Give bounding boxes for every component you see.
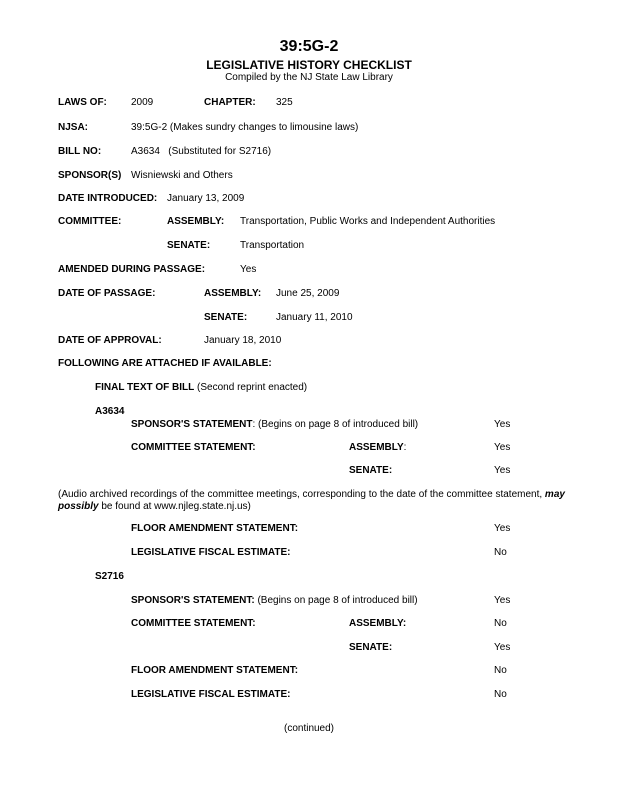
audio-note-post: be found at www.njleg.state.nj.us) (101, 501, 251, 512)
s2716-fiscal-value: No (494, 689, 507, 700)
committee-assembly-value: Transportation, Public Works and Independent Authorities (240, 216, 496, 227)
a3634-assembly-colon: : (403, 442, 407, 453)
sponsors-label: SPONSOR(S) (58, 170, 122, 181)
njsa-value: 39:5G-2 (Makes sundry changes to limousine laws) (131, 122, 359, 133)
passage-senate-value: January 11, 2010 (276, 312, 353, 323)
final-text-label: FINAL TEXT OF BILL (95, 382, 195, 393)
a3634-sponsor-statement (131, 419, 418, 431)
laws-of-value: 2009 (131, 97, 154, 108)
s2716-sponsor-statement (131, 595, 418, 607)
a3634-sponsor-statement-label: SPONSOR'S STATEMENT (131, 419, 253, 430)
compiled-by: Compiled by the NJ State Law Library (225, 72, 393, 83)
a3634-fiscal-value: No (494, 547, 507, 558)
date-of-passage-label: DATE OF PASSAGE: (58, 288, 156, 299)
s2716-sponsor-statement-label: SPONSOR'S STATEMENT: (131, 595, 255, 606)
audio-note-pre: (Audio archived recordings of the committee meetings, corresponding to the date of the committee statement, (58, 489, 543, 500)
committee-assembly-label: ASSEMBLY: (167, 216, 225, 227)
bill-no-value: A3634 (Substituted for S2716) (131, 146, 272, 157)
committee-senate-value: Transportation (240, 240, 305, 251)
date-introduced-label: DATE INTRODUCED: (58, 193, 158, 204)
s2716-committee-statement-label: COMMITTEE STATEMENT: (131, 618, 256, 629)
a3634-assembly-value: Yes (494, 442, 511, 453)
passage-senate-label: SENATE: (204, 312, 248, 323)
audio-archive-note (58, 489, 606, 513)
final-text-line (95, 382, 307, 394)
a3634-senate-label: SENATE: (349, 465, 393, 476)
audio-note-emphasis: may possibly (58, 489, 565, 512)
a3634-sponsor-statement-note: : (Begins on page 8 of introduced bill) (252, 419, 419, 430)
statute-number: 39:5G-2 (279, 38, 339, 55)
sponsors-value: Wisniewski and Others (131, 170, 233, 181)
s2716-fiscal-label: LEGISLATIVE FISCAL ESTIMATE: (131, 689, 291, 700)
chapter-value: 325 (276, 97, 293, 108)
chapter-label: CHAPTER: (204, 97, 256, 108)
s2716-sponsor-statement-note: (Begins on page 8 of introduced bill) (254, 595, 418, 606)
amended-label: AMENDED DURING PASSAGE: (58, 264, 206, 275)
a3634-floor-label: FLOOR AMENDMENT STATEMENT: (131, 523, 299, 534)
date-of-approval-value: January 18, 2010 (204, 335, 282, 346)
passage-assembly-label: ASSEMBLY: (204, 288, 262, 299)
s2716-assembly-value: No (494, 618, 507, 629)
s2716-bill-heading: S2716 (95, 571, 124, 582)
a3634-assembly-label: ASSEMBLY (349, 442, 404, 453)
amended-value: Yes (240, 264, 257, 275)
s2716-sponsor-statement-value: Yes (494, 595, 511, 606)
bill-no-label: BILL NO: (58, 146, 102, 157)
njsa-label: NJSA: (58, 122, 89, 133)
a3634-sponsor-statement-value: Yes (494, 419, 511, 430)
a3634-floor-value: Yes (494, 523, 511, 534)
committee-label: COMMITTEE: (58, 216, 122, 227)
a3634-senate-value: Yes (494, 465, 511, 476)
s2716-senate-label: SENATE: (349, 642, 393, 653)
continued-note: (continued) (283, 723, 335, 734)
page-title: LEGISLATIVE HISTORY CHECKLIST (206, 58, 412, 72)
a3634-fiscal-label: LEGISLATIVE FISCAL ESTIMATE: (131, 547, 291, 558)
committee-senate-label: SENATE: (167, 240, 211, 251)
date-of-approval-label: DATE OF APPROVAL: (58, 335, 162, 346)
date-introduced-value: January 13, 2009 (167, 193, 245, 204)
s2716-senate-value: Yes (494, 642, 511, 653)
a3634-committee-assembly (349, 442, 406, 454)
s2716-assembly-label: ASSEMBLY: (349, 618, 407, 629)
final-text-note: (Second reprint enacted) (197, 382, 308, 393)
following-heading: FOLLOWING ARE ATTACHED IF AVAILABLE: (58, 358, 272, 369)
laws-of-label: LAWS OF: (58, 97, 107, 108)
s2716-floor-value: No (494, 665, 507, 676)
passage-assembly-value: June 25, 2009 (276, 288, 340, 299)
s2716-floor-label: FLOOR AMENDMENT STATEMENT: (131, 665, 299, 676)
a3634-bill-heading: A3634 (95, 406, 125, 417)
a3634-committee-statement-label: COMMITTEE STATEMENT: (131, 442, 256, 453)
